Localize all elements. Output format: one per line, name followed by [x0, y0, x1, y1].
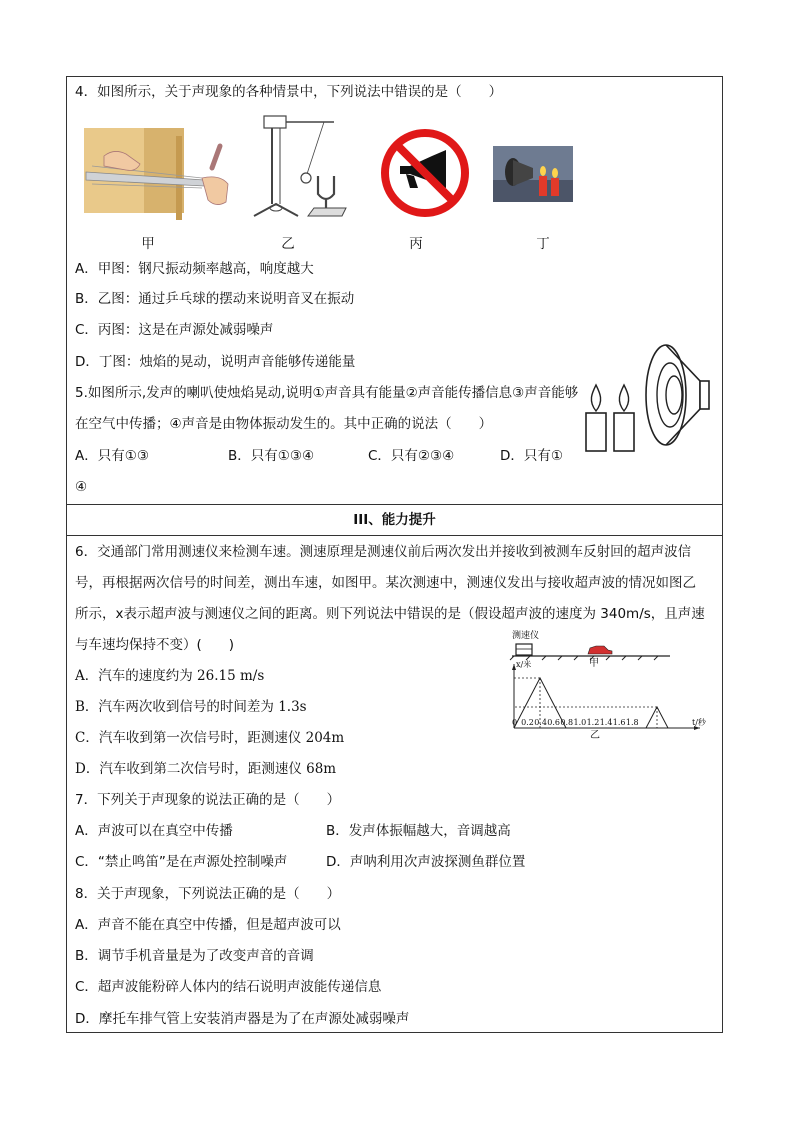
q8-option-a: A．声音不能在真空中传播，但是超声波可以	[75, 917, 341, 933]
divider	[66, 504, 723, 505]
q6-tick-label: 0.2	[521, 718, 534, 727]
q7-option-a: A．声波可以在真空中传播	[75, 823, 233, 839]
q6-tick-label: 1.0	[573, 718, 587, 727]
q4-option-a: A．甲图：钢尺振动频率越高，响度越大	[75, 261, 314, 277]
figure-label-yi: 乙	[281, 236, 295, 252]
q5-stem-line1: 5.如图所示,发声的喇叭使烛焰晃动,说明①声音具有能量②声音能传播信息③声音能够	[75, 385, 579, 401]
q6-option-a: A．汽车的速度约为 26.15 m/s	[75, 668, 265, 684]
q6-fig2-label: 乙	[590, 730, 600, 741]
q6-y-axis-label: x/米	[516, 660, 532, 669]
q6-stem-line1: 6．交通部门常用测速仪来检测车速。测速原理是测速仪前后两次发出并接收到被测车反射回的超声波信	[75, 544, 692, 560]
figure-bing-no-horn-sign	[380, 128, 470, 218]
q8-option-d: D．摩托车排气管上安装消声器是为了在声源处减弱噪声	[75, 1011, 410, 1027]
q6-tick-label: 1.6	[612, 718, 626, 727]
q7-option-d: D．声呐利用次声波探测鱼群位置	[326, 854, 526, 870]
divider	[66, 535, 723, 536]
q8-option-c: C．超声波能粉碎人体内的结石说明声波能传递信息	[75, 979, 382, 995]
q5-option-a: A．只有①③	[75, 448, 149, 464]
q6-option-c: C．汽车收到第一次信号时，距测速仪 204m	[75, 730, 345, 746]
q6-stem-line2: 号，再根据两次信号的时间差，测出车速，如图甲。某次测速中，测速仪发出与接收超声波的情况如图乙	[75, 575, 696, 591]
q8-option-b: B．调节手机音量是为了改变声音的音调	[75, 948, 314, 964]
q4-option-b: B．乙图：通过乒乓球的摆动来说明音叉在振动	[75, 291, 355, 307]
q7-option-c: C．“禁止鸣笛”是在声源处控制噪声	[75, 854, 288, 870]
q7-option-b: B．发声体振幅越大，音调越高	[326, 823, 511, 839]
q5-option-c: C．只有②③④	[368, 448, 455, 464]
figure-candles-speaker	[582, 343, 712, 455]
q5-option-d-overflow: ④	[75, 479, 88, 495]
figure-label-bing: 丙	[409, 236, 423, 252]
q6-tick-label: 1.4	[599, 718, 613, 727]
q6-stem-line4: 与车速均保持不变）( )	[75, 637, 235, 653]
q4-option-d: D．丁图：烛焰的晃动，说明声音能够传递能量	[75, 354, 356, 370]
q6-tick-label: 0.6	[547, 718, 561, 727]
q4-option-c: C．丙图：这是在声源处减弱噪声	[75, 322, 274, 338]
q5-stem-line2: 在空气中传播；④声音是由物体振动发生的。其中正确的说法（ ）	[75, 416, 493, 432]
q6-tick-label: 1.8	[625, 718, 639, 727]
section-title: III、能力提升	[353, 512, 436, 528]
figure-ding-speaker-candles	[493, 146, 573, 202]
figure-label-jia: 甲	[141, 236, 155, 252]
q5-option-b: B．只有①③④	[228, 448, 315, 464]
q6-option-b: B．汽车两次收到信号的时间差为 1.3s	[75, 699, 307, 715]
figure-jia-ruler	[84, 128, 236, 220]
q7-stem: 7．下列关于声现象的说法正确的是（ ）	[75, 792, 341, 808]
figure-label-ding: 丁	[536, 236, 550, 252]
q6-fig1-label: 甲	[589, 658, 599, 669]
q6-tick-label: 0.8	[560, 718, 574, 727]
q6-device-label: 测速仪	[512, 631, 540, 641]
q4-stem: 4．如图所示，关于声现象的各种情景中，下列说法中错误的是（ ）	[75, 84, 503, 100]
figure-yi-tuning-fork	[250, 112, 360, 224]
q6-x-axis-label: t/秒	[692, 718, 706, 727]
q6-tick-label: 0.4	[534, 718, 547, 727]
q6-stem-line3: 所示，x表示超声波与测速仪之间的距离。则下列说法中错误的是（假设超声波的速度为 340m/s，且声速	[75, 606, 705, 622]
q6-option-d: D．汽车收到第二次信号时，距测速仪 68m	[75, 761, 337, 777]
q8-stem: 8．关于声现象，下列说法正确的是（ ）	[75, 886, 341, 902]
q6-tick-label: 0	[512, 718, 518, 727]
q6-tick-label: 1.2	[586, 718, 600, 727]
q5-option-d: D．只有①	[500, 448, 563, 464]
